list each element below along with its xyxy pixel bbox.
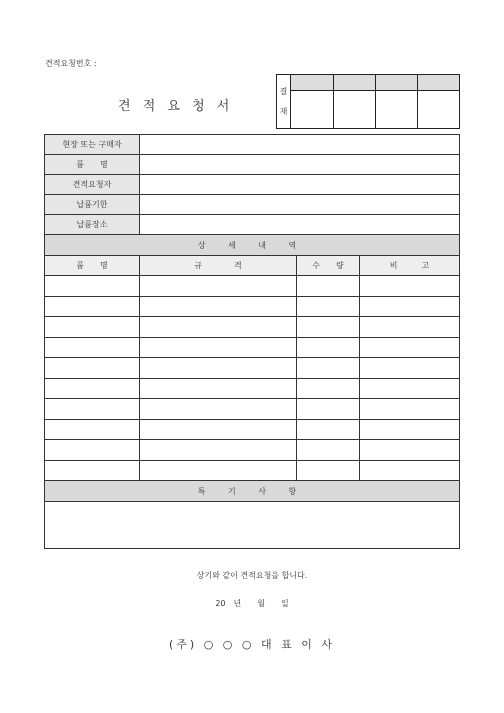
approval-head-cell <box>334 75 376 91</box>
approval-head-cell <box>376 75 418 91</box>
remarks-cell[interactable] <box>360 419 460 440</box>
approval-sign-cell[interactable] <box>291 91 334 129</box>
remarks-cell[interactable] <box>360 296 460 317</box>
remarks-cell[interactable] <box>360 460 460 481</box>
approval-label-bottom: 재 <box>279 106 288 116</box>
spec-cell[interactable] <box>140 317 297 338</box>
special-notes-title: 특 기 사 항 <box>45 481 460 502</box>
item-cell[interactable] <box>45 358 140 379</box>
details-section-title: 상 세 내 역 <box>45 235 460 256</box>
remarks-cell[interactable] <box>360 276 460 297</box>
spec-cell[interactable] <box>140 358 297 379</box>
quantity-cell[interactable] <box>297 419 360 440</box>
column-header-quantity: 수 량 <box>297 256 360 276</box>
quantity-cell[interactable] <box>297 399 360 420</box>
remarks-cell[interactable] <box>360 399 460 420</box>
info-row <box>45 135 460 155</box>
item-cell[interactable] <box>45 276 140 297</box>
document-title: 견 적 요 청 서 <box>118 99 234 114</box>
table-row <box>45 419 460 440</box>
signature-line: (주) ○ ○ ○ 대 표 이 사 <box>169 638 335 651</box>
quantity-cell[interactable] <box>297 276 360 297</box>
table-row <box>45 399 460 420</box>
spec-cell[interactable] <box>140 296 297 317</box>
remarks-cell[interactable] <box>360 337 460 358</box>
quantity-cell[interactable] <box>297 460 360 481</box>
spec-cell[interactable] <box>140 440 297 461</box>
table-row <box>45 460 460 481</box>
remarks-cell[interactable] <box>360 440 460 461</box>
info-label: 현장 또는 구매자 <box>45 135 140 155</box>
spec-cell[interactable] <box>140 276 297 297</box>
spec-cell[interactable] <box>140 460 297 481</box>
approval-label-top: 결 <box>279 86 288 96</box>
table-row <box>45 276 460 297</box>
quantity-cell[interactable] <box>297 317 360 338</box>
info-value-field[interactable] <box>140 215 460 235</box>
info-value-field[interactable] <box>140 135 460 155</box>
quote-request-form <box>44 134 460 549</box>
item-cell[interactable] <box>45 296 140 317</box>
request-number-label: 견적요청번호 : <box>45 59 97 68</box>
column-header-item: 품 명 <box>45 256 140 276</box>
spec-cell[interactable] <box>140 399 297 420</box>
table-row <box>45 337 460 358</box>
item-cell[interactable] <box>45 337 140 358</box>
info-row <box>45 215 460 235</box>
item-cell[interactable] <box>45 419 140 440</box>
approval-sign-cell[interactable] <box>376 91 418 129</box>
quantity-cell[interactable] <box>297 296 360 317</box>
approval-sign-cell[interactable] <box>418 91 460 129</box>
table-row <box>45 378 460 399</box>
info-row <box>45 195 460 215</box>
column-header-spec: 규 격 <box>140 256 297 276</box>
info-value-field[interactable] <box>140 155 460 175</box>
quantity-cell[interactable] <box>297 440 360 461</box>
info-value-field[interactable] <box>140 195 460 215</box>
quantity-cell[interactable] <box>297 358 360 379</box>
info-row <box>45 175 460 195</box>
item-cell[interactable] <box>45 317 140 338</box>
approval-sign-cell[interactable] <box>334 91 376 129</box>
approval-label <box>277 75 291 129</box>
info-value-field[interactable] <box>140 175 460 195</box>
quantity-cell[interactable] <box>297 337 360 358</box>
approval-head-cell <box>418 75 460 91</box>
info-row <box>45 155 460 175</box>
spec-cell[interactable] <box>140 378 297 399</box>
table-row <box>45 317 460 338</box>
quantity-cell[interactable] <box>297 378 360 399</box>
item-cell[interactable] <box>45 460 140 481</box>
table-row <box>45 440 460 461</box>
item-cell[interactable] <box>45 440 140 461</box>
info-label: 품 명 <box>45 155 140 175</box>
approval-box <box>276 74 460 129</box>
date-line: 20 년 월 일 <box>215 599 289 608</box>
info-label: 견적요청자 <box>45 175 140 195</box>
info-label: 납품장소 <box>45 215 140 235</box>
special-notes-field[interactable] <box>45 502 460 549</box>
approval-head-cell <box>291 75 334 91</box>
table-row <box>45 296 460 317</box>
spec-cell[interactable] <box>140 337 297 358</box>
info-label: 납품기한 <box>45 195 140 215</box>
remarks-cell[interactable] <box>360 358 460 379</box>
item-cell[interactable] <box>45 399 140 420</box>
column-header-remarks: 비 고 <box>360 256 460 276</box>
remarks-cell[interactable] <box>360 317 460 338</box>
spec-cell[interactable] <box>140 419 297 440</box>
confirmation-text: 상기와 같이 견적요청을 합니다. <box>196 571 308 580</box>
item-cell[interactable] <box>45 378 140 399</box>
remarks-cell[interactable] <box>360 378 460 399</box>
table-row <box>45 358 460 379</box>
